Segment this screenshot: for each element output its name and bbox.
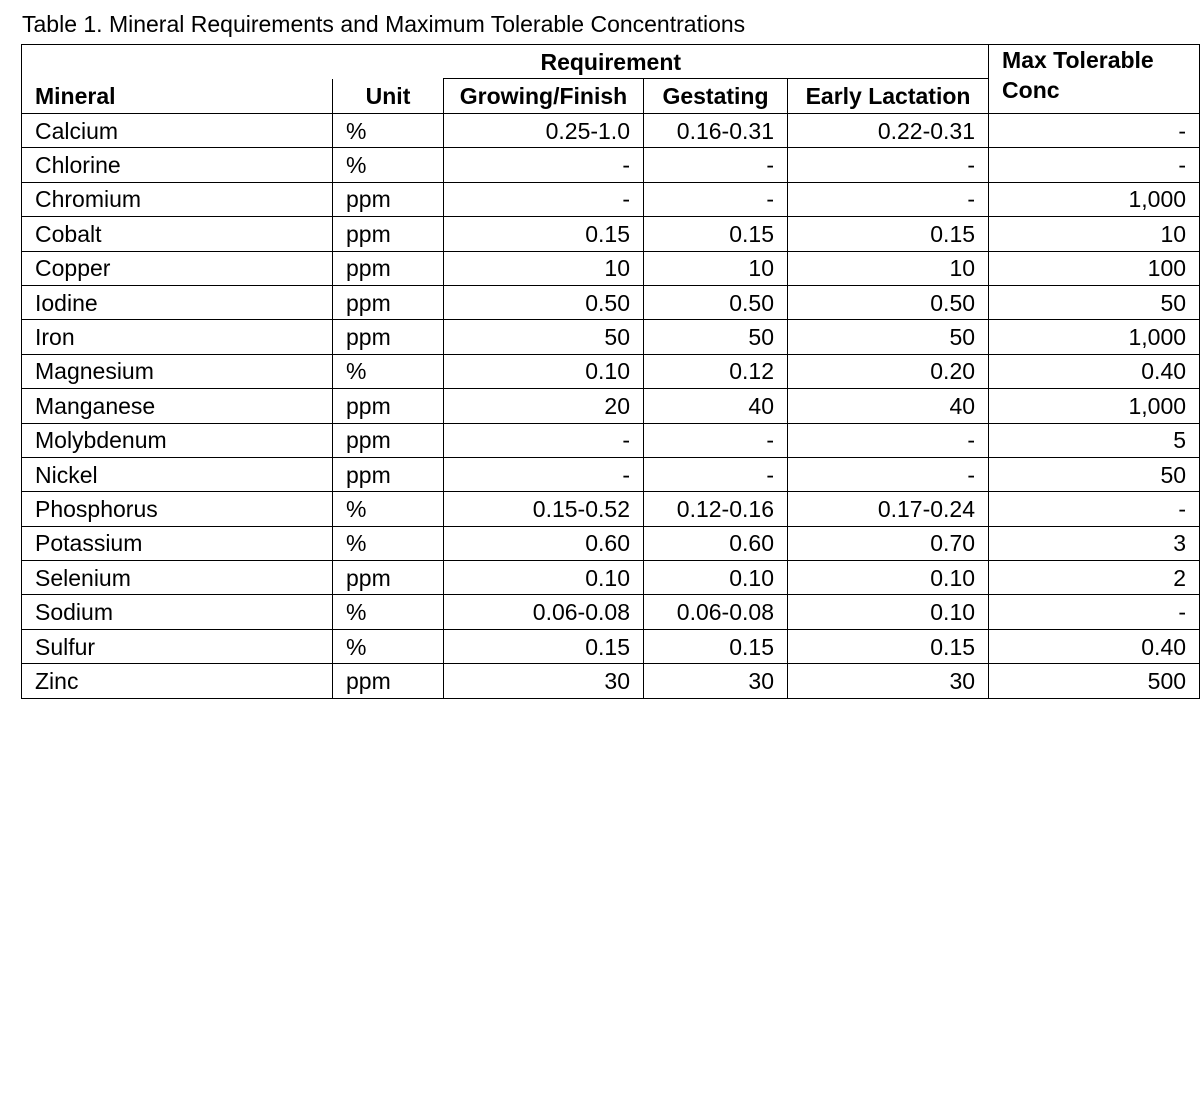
cell-unit: ppm	[333, 251, 444, 285]
cell-growing-finish: -	[444, 148, 644, 182]
cell-mineral: Iodine	[22, 285, 333, 319]
cell-mineral: Zinc	[22, 664, 333, 698]
header-gestating: Gestating	[644, 79, 788, 114]
cell-early-lactation: -	[788, 423, 989, 457]
header-requirement-group	[444, 45, 989, 79]
cell-growing-finish: 50	[444, 320, 644, 354]
cell-mineral: Sodium	[22, 595, 333, 629]
table-row	[22, 148, 1200, 182]
cell-gestating: 40	[644, 389, 788, 423]
cell-mineral: Nickel	[22, 457, 333, 491]
cell-early-lactation: -	[788, 457, 989, 491]
cell-max-tolerable: -	[989, 148, 1200, 182]
cell-max-tolerable: 5	[989, 423, 1200, 457]
cell-gestating: 0.12	[644, 354, 788, 388]
cell-unit: ppm	[333, 285, 444, 319]
cell-early-lactation: 30	[788, 664, 989, 698]
cell-gestating: 0.15	[644, 217, 788, 251]
cell-growing-finish: 0.10	[444, 354, 644, 388]
cell-unit: ppm	[333, 423, 444, 457]
cell-unit: %	[333, 114, 444, 148]
table-row	[22, 526, 1200, 560]
header-early-lactation: Early Lactation	[788, 79, 989, 114]
cell-early-lactation: 0.22-0.31	[788, 114, 989, 148]
cell-gestating: -	[644, 457, 788, 491]
cell-max-tolerable: -	[989, 114, 1200, 148]
cell-unit: ppm	[333, 320, 444, 354]
table-row	[22, 492, 1200, 526]
table-row	[22, 354, 1200, 388]
table-row	[22, 389, 1200, 423]
header-max-tolerable	[989, 45, 1200, 114]
cell-unit: ppm	[333, 182, 444, 216]
cell-early-lactation: 0.15	[788, 217, 989, 251]
cell-mineral: Molybdenum	[22, 423, 333, 457]
table-row	[22, 423, 1200, 457]
cell-growing-finish: 30	[444, 664, 644, 698]
cell-growing-finish: 0.06-0.08	[444, 595, 644, 629]
cell-gestating: 0.12-0.16	[644, 492, 788, 526]
cell-early-lactation: 0.17-0.24	[788, 492, 989, 526]
cell-max-tolerable: 500	[989, 664, 1200, 698]
header-max-tolerable-line2: Conc	[1002, 77, 1060, 103]
table-row	[22, 457, 1200, 491]
cell-gestating: 0.10	[644, 561, 788, 595]
cell-mineral: Chlorine	[22, 148, 333, 182]
cell-growing-finish: 0.50	[444, 285, 644, 319]
cell-growing-finish: 0.10	[444, 561, 644, 595]
cell-growing-finish: 0.25-1.0	[444, 114, 644, 148]
cell-unit: ppm	[333, 217, 444, 251]
table-row	[22, 629, 1200, 663]
cell-early-lactation: -	[788, 182, 989, 216]
table-row	[22, 320, 1200, 354]
cell-unit: ppm	[333, 457, 444, 491]
cell-early-lactation: 0.15	[788, 629, 989, 663]
cell-unit: ppm	[333, 664, 444, 698]
cell-max-tolerable: 0.40	[989, 629, 1200, 663]
header-max-tolerable-line1: Max Tolerable	[1002, 47, 1154, 73]
cell-mineral: Cobalt	[22, 217, 333, 251]
table-row	[22, 664, 1200, 698]
cell-gestating: -	[644, 148, 788, 182]
cell-max-tolerable: -	[989, 492, 1200, 526]
cell-growing-finish: 0.15	[444, 629, 644, 663]
cell-early-lactation: 40	[788, 389, 989, 423]
cell-gestating: 0.16-0.31	[644, 114, 788, 148]
cell-growing-finish: -	[444, 457, 644, 491]
cell-unit: %	[333, 148, 444, 182]
cell-growing-finish: -	[444, 182, 644, 216]
table-row	[22, 285, 1200, 319]
cell-max-tolerable: 0.40	[989, 354, 1200, 388]
table-row	[22, 595, 1200, 629]
table-row	[22, 561, 1200, 595]
cell-unit: ppm	[333, 561, 444, 595]
cell-early-lactation: 0.50	[788, 285, 989, 319]
cell-mineral: Manganese	[22, 389, 333, 423]
cell-gestating: -	[644, 423, 788, 457]
cell-mineral: Potassium	[22, 526, 333, 560]
cell-max-tolerable: 100	[989, 251, 1200, 285]
cell-mineral: Calcium	[22, 114, 333, 148]
cell-unit: %	[333, 354, 444, 388]
header-row-group	[22, 45, 1200, 79]
cell-growing-finish: 0.15-0.52	[444, 492, 644, 526]
cell-max-tolerable: 1,000	[989, 320, 1200, 354]
cell-gestating: 0.50	[644, 285, 788, 319]
cell-gestating: 0.06-0.08	[644, 595, 788, 629]
header-spacer-unit	[333, 45, 444, 79]
header-growing-finish: Growing/Finish	[444, 79, 644, 114]
table-caption: Table 1. Mineral Requirements and Maximum Tolerable Concentrations	[22, 11, 746, 37]
cell-early-lactation: 0.70	[788, 526, 989, 560]
cell-gestating: 30	[644, 664, 788, 698]
cell-early-lactation: 0.10	[788, 561, 989, 595]
table-row	[22, 182, 1200, 216]
cell-max-tolerable: 2	[989, 561, 1200, 595]
cell-max-tolerable: 10	[989, 217, 1200, 251]
cell-early-lactation: 50	[788, 320, 989, 354]
cell-mineral: Iron	[22, 320, 333, 354]
cell-gestating: 0.60	[644, 526, 788, 560]
cell-growing-finish: 0.60	[444, 526, 644, 560]
header-unit: Unit	[333, 79, 444, 114]
header-spacer-mineral	[22, 45, 333, 79]
cell-gestating: 50	[644, 320, 788, 354]
mineral-requirements-table	[21, 44, 1200, 699]
cell-growing-finish: 0.15	[444, 217, 644, 251]
cell-early-lactation: 10	[788, 251, 989, 285]
cell-unit: %	[333, 595, 444, 629]
cell-growing-finish: 20	[444, 389, 644, 423]
cell-max-tolerable: 1,000	[989, 182, 1200, 216]
cell-max-tolerable: 1,000	[989, 389, 1200, 423]
table-row	[22, 114, 1200, 148]
cell-max-tolerable: 50	[989, 285, 1200, 319]
cell-unit: %	[333, 492, 444, 526]
cell-growing-finish: 10	[444, 251, 644, 285]
cell-mineral: Sulfur	[22, 629, 333, 663]
cell-gestating: -	[644, 182, 788, 216]
header-mineral: Mineral	[22, 79, 333, 114]
cell-mineral: Selenium	[22, 561, 333, 595]
cell-early-lactation: 0.20	[788, 354, 989, 388]
cell-early-lactation: -	[788, 148, 989, 182]
table-body	[22, 114, 1200, 699]
cell-unit: ppm	[333, 389, 444, 423]
cell-unit: %	[333, 526, 444, 560]
cell-growing-finish: -	[444, 423, 644, 457]
table-row	[22, 251, 1200, 285]
cell-gestating: 0.15	[644, 629, 788, 663]
cell-mineral: Phosphorus	[22, 492, 333, 526]
cell-mineral: Copper	[22, 251, 333, 285]
cell-max-tolerable: 3	[989, 526, 1200, 560]
cell-unit: %	[333, 629, 444, 663]
cell-mineral: Magnesium	[22, 354, 333, 388]
cell-max-tolerable: -	[989, 595, 1200, 629]
table-row	[22, 217, 1200, 251]
cell-gestating: 10	[644, 251, 788, 285]
cell-max-tolerable: 50	[989, 457, 1200, 491]
cell-early-lactation: 0.10	[788, 595, 989, 629]
cell-mineral: Chromium	[22, 182, 333, 216]
header-requirement-label: Requirement	[540, 48, 682, 75]
